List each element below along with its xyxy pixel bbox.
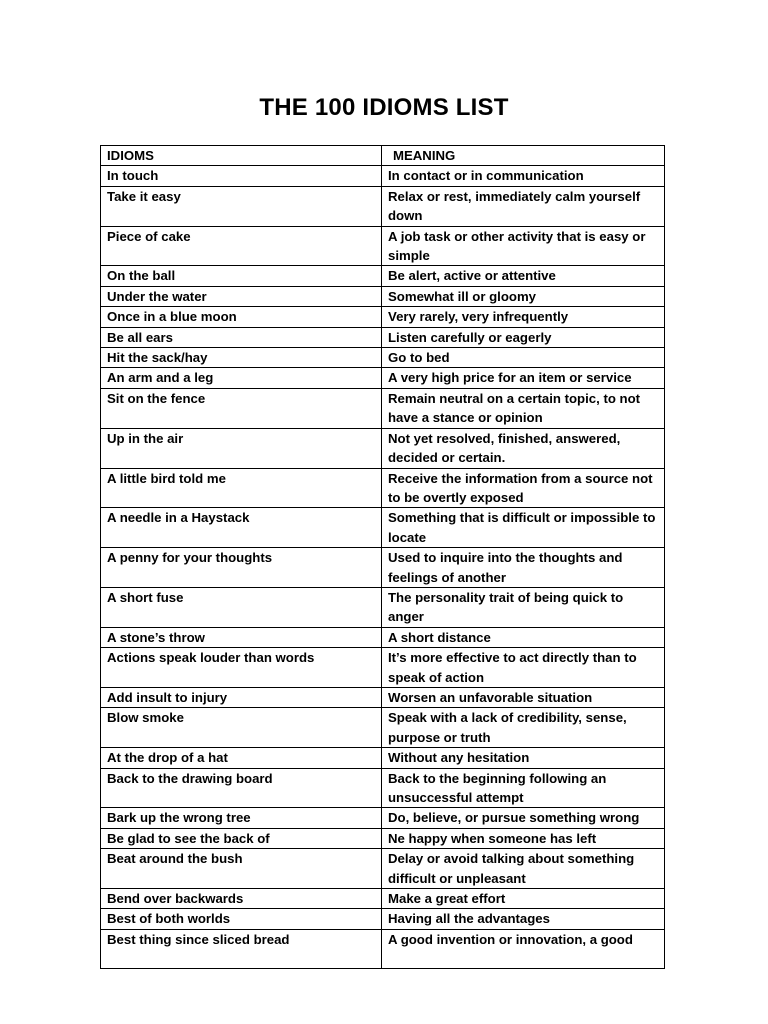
meaning-cell: Relax or rest, immediately calm yourself down (382, 186, 665, 226)
table-row (101, 748, 665, 768)
idiom-cell: Beat around the bush (101, 849, 382, 889)
table-row (101, 648, 665, 688)
table-row (101, 929, 665, 968)
table-row (101, 166, 665, 186)
meaning-cell: It’s more effective to act directly than to speak of action (382, 648, 665, 688)
idiom-cell: A short fuse (101, 587, 382, 627)
table-row (101, 368, 665, 388)
idiom-cell: Once in a blue moon (101, 307, 382, 327)
page-title: THE 100 IDIOMS LIST (259, 94, 509, 121)
idiom-cell: Bend over backwards (101, 889, 382, 909)
meaning-cell: Ne happy when someone has left (382, 828, 665, 848)
idiom-cell: Sit on the fence (101, 388, 382, 428)
table-row (101, 388, 665, 428)
idiom-cell: Hit the sack/hay (101, 348, 382, 368)
idiom-cell: A little bird told me (101, 468, 382, 508)
meaning-cell: Used to inquire into the thoughts and feelings of another (382, 548, 665, 588)
meaning-cell: Worsen an unfavorable situation (382, 687, 665, 707)
meaning-cell: Receive the information from a source not to be overtly exposed (382, 468, 665, 508)
meaning-cell: Be alert, active or attentive (382, 266, 665, 286)
idiom-cell: Be all ears (101, 327, 382, 347)
table-row (101, 307, 665, 327)
meaning-cell: Speak with a lack of credibility, sense, purpose or truth (382, 708, 665, 748)
idiom-cell: Be glad to see the back of (101, 828, 382, 848)
table-row (101, 327, 665, 347)
table-row (101, 828, 665, 848)
idiom-cell: In touch (101, 166, 382, 186)
table-row (101, 226, 665, 266)
column-header-meaning: MEANING (382, 146, 665, 166)
meaning-cell: A job task or other activity that is easy or simple (382, 226, 665, 266)
idiom-cell: Best thing since sliced bread (101, 929, 382, 968)
meaning-cell: Do, believe, or pursue something wrong (382, 808, 665, 828)
table-row (101, 468, 665, 508)
meaning-cell: A short distance (382, 627, 665, 647)
idiom-cell: A stone’s throw (101, 627, 382, 647)
idiom-cell: Back to the drawing board (101, 768, 382, 808)
table-header-row (101, 146, 665, 166)
meaning-cell: Back to the beginning following an unsuccessful attempt (382, 768, 665, 808)
meaning-cell: A very high price for an item or service (382, 368, 665, 388)
meaning-cell: Very rarely, very infrequently (382, 307, 665, 327)
idiom-cell: Piece of cake (101, 226, 382, 266)
meaning-cell: In contact or in communication (382, 166, 665, 186)
idiom-cell: Actions speak louder than words (101, 648, 382, 688)
idiom-cell: An arm and a leg (101, 368, 382, 388)
idiom-cell: A penny for your thoughts (101, 548, 382, 588)
idiom-cell: Take it easy (101, 186, 382, 226)
table-row (101, 286, 665, 306)
idiom-cell: A needle in a Haystack (101, 508, 382, 548)
idiom-cell: At the drop of a hat (101, 748, 382, 768)
meaning-cell: Not yet resolved, finished, answered, decided or certain. (382, 428, 665, 468)
table-row (101, 348, 665, 368)
idiom-cell: Under the water (101, 286, 382, 306)
table-row (101, 627, 665, 647)
meaning-cell: A good invention or innovation, a good (382, 929, 665, 968)
meaning-cell: Without any hesitation (382, 748, 665, 768)
table-row (101, 909, 665, 929)
table-row (101, 768, 665, 808)
table-row (101, 808, 665, 828)
idiom-cell: Bark up the wrong tree (101, 808, 382, 828)
idiom-cell: Up in the air (101, 428, 382, 468)
meaning-cell: Somewhat ill or gloomy (382, 286, 665, 306)
meaning-cell: Listen carefully or eagerly (382, 327, 665, 347)
meaning-cell: Having all the advantages (382, 909, 665, 929)
meaning-cell: Something that is difficult or impossible to locate (382, 508, 665, 548)
table-row (101, 708, 665, 748)
table-row (101, 587, 665, 627)
table-row (101, 266, 665, 286)
meaning-cell: Delay or avoid talking about something difficult or unpleasant (382, 849, 665, 889)
idiom-cell: Blow smoke (101, 708, 382, 748)
table-row (101, 508, 665, 548)
table-row (101, 548, 665, 588)
meaning-cell: Go to bed (382, 348, 665, 368)
table-row (101, 186, 665, 226)
idiom-cell: On the ball (101, 266, 382, 286)
meaning-cell: Remain neutral on a certain topic, to not have a stance or opinion (382, 388, 665, 428)
meaning-cell: Make a great effort (382, 889, 665, 909)
idiom-cell: Best of both worlds (101, 909, 382, 929)
table-row (101, 428, 665, 468)
idioms-table (100, 145, 665, 969)
table-row (101, 889, 665, 909)
table-row (101, 849, 665, 889)
meaning-cell: The personality trait of being quick to anger (382, 587, 665, 627)
table-row (101, 687, 665, 707)
idiom-cell: Add insult to injury (101, 687, 382, 707)
column-header-idioms: IDIOMS (101, 146, 382, 166)
